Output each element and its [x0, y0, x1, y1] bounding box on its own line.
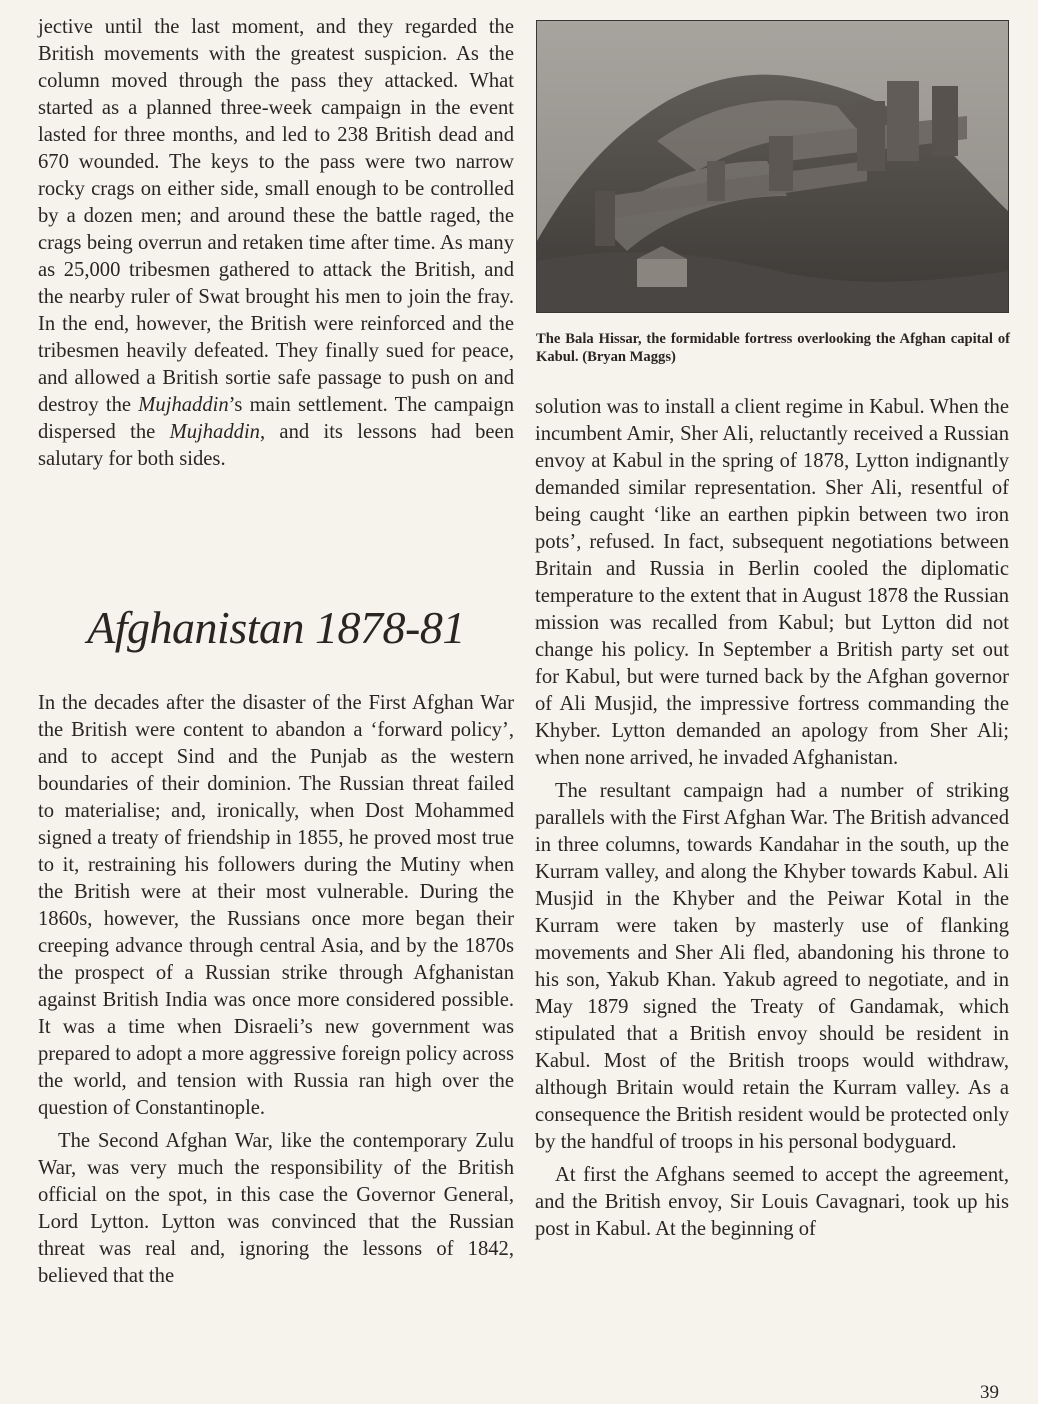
- left-column-top: [38, 14, 514, 473]
- figure-caption: The Bala Hissar, the formidable fortress overlooking the Afghan capital of Kabul. (Bryan Maggs): [536, 331, 1010, 365]
- section-heading: Afghanistan 1878-81: [87, 602, 465, 653]
- body-paragraph: The Second Afghan War, like the contemporary Zulu War, was very much the responsibility of the British official on the spot, in this case the Governor General, Lord Lytton. Lytton was convinced that the Russian threat was real and, ignoring the lessons of 1842, believed that the: [38, 1130, 514, 1287]
- body-paragraph: At first the Afghans seemed to accept the agreement, and the British envoy, Sir Louis Cavagnari, took up his post in Kabul. At the beginning of: [535, 1164, 1009, 1240]
- text-run: jective until the last moment, and they regarded the British movements with the greatest suspicion. As the column moved through the pass they attacked. What started as a planned three-week campaign in the event lasted for three months, and led to 238 British dead and 670 wounded. The keys to the pass were two narrow rocky crags on either side, small enough to be controlled by a dozen men; and around these the battle raged, the crags being overrun and retaken time after time. As many as 25,000 tribesmen gathered to attack the British, and the nearby ruler of Swat brought his men to join the fray. In the end, however, the British were reinforced and the tribesmen heavily defeated. They finally sued for peace, and allowed a British sortie safe passage to push on and destroy the: [38, 16, 514, 416]
- italic-term: Mujhaddin: [169, 421, 260, 443]
- body-paragraph: The resultant campaign had a number of striking parallels with the First Afghan War. The British advanced in three columns, towards Kandahar in the south, up the Kurram valley, and along the Khyber towards Kabul. Ali Musjid in the Khyber and the Peiwar Kotal in the Kurram were taken by masterly use of flanking movements and Sher Ali fled, abandoning his throne to his son, Yakub Khan. Yakub agreed to negotiate, and in May 1879 signed the Treaty of Gandamak, which stipulated that a British envoy should be resident in Kabul. Most of the British troops would withdraw, although Britain would retain the Kurram valley. As a consequence the British resident would be protected only by the handful of troops in his personal bodyguard.: [535, 780, 1009, 1153]
- body-paragraph: In the decades after the disaster of the First Afghan War the British were content to abandon a ‘forward policy’, and to accept Sind and the Punjab as the western boundaries of their dominion. The Russian threat failed to materialise; and, ironically, when Dost Mohammed signed a treaty of friendship in 1855, he proved most true to it, restraining his followers during the Mutiny when the British were at their most vulnerable. During the 1860s, however, the Russians once more began their creeping advance through central Asia, and by the 1870s the prospect of a Russian strike through Afghanistan against British India was once more considered possible. It was a time when Disraeli’s new government was prepared to adopt a more aggressive foreign policy across the world, and tension with Russia ran high over the question of Constantinople.: [38, 692, 514, 1119]
- fortress-photo: [536, 20, 1009, 313]
- left-paragraph-continued: [38, 14, 514, 473]
- right-column: [535, 394, 1009, 1243]
- body-paragraph: solution was to install a client regime in Kabul. When the incumbent Amir, Sher Ali, reluctantly received a Russian envoy at Kabul in the spring of 1878, Lytton indignantly demanded similar representation. Sher Ali, resentful of being caught ‘like an earthen pipkin between two iron pots’, refused. In fact, subsequent negotiations between Britain and Russia in Berlin cooled the diplomatic temperature to the extent that in August 1878 the Russian mission was recalled from Kabul; but Lytton did not change his policy. In September a British party set out for Kabul, but were turned back by the Afghan governor of Ali Musjid, the impressive fortress commanding the Khyber. Lytton demanded an apology from Sher Ali; when none arrived, he invaded Afghanistan.: [535, 396, 1009, 769]
- italic-term: Mujhaddin: [138, 394, 229, 416]
- page-number: 39: [980, 1382, 999, 1403]
- left-column-bottom: [38, 690, 514, 1290]
- text-run: , and its lessons had been salutary for both sides.: [38, 421, 514, 470]
- text-run: ’s main settlement. The campaign dispersed the: [38, 394, 514, 443]
- fortress-illustration: [537, 21, 1008, 312]
